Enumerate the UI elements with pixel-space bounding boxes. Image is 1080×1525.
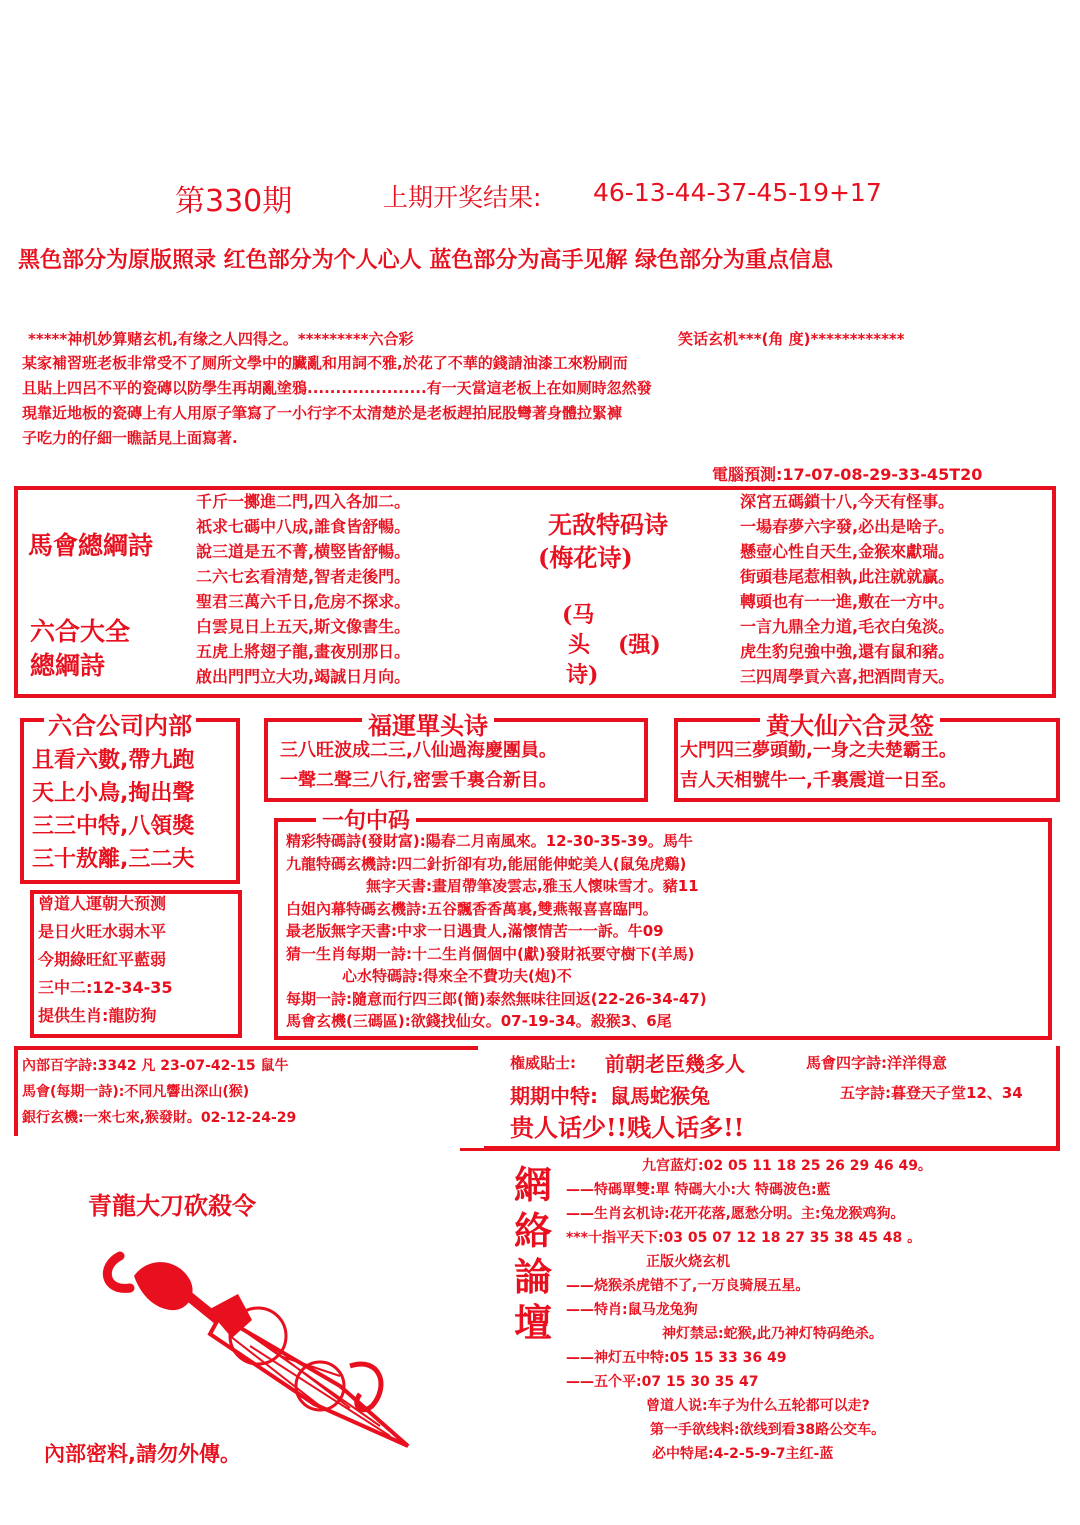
forum-vertical-title xyxy=(508,1162,558,1346)
poem-line: 二六七玄看清楚,智者走後門。 xyxy=(196,567,411,586)
zeng-title: 曾道人運朝大预测 xyxy=(38,894,167,913)
yiju-line: 猜一生肖每期一詩:十二生肖個個中(獻)發財祇要守樹下(羊馬) xyxy=(286,944,695,963)
fuyun-line: 三八旺波成二三,八仙過海慶團員。 xyxy=(280,740,557,761)
divider-line xyxy=(460,1148,1060,1151)
poem-left xyxy=(196,492,410,692)
liuhe-poem-label-1: 六合大全 xyxy=(30,617,131,646)
story-line: 現靠近地板的瓷磚上有人用原子筆寫了一小行字不太清楚於是老板趕拍屁股彎著身體拉緊褲 xyxy=(22,404,623,422)
poem-line: 懸壺心性自天生,金猴來獻瑞。 xyxy=(740,542,955,561)
inner-poem-line: 內部百字詩:3342 凡 23-07-42-15 鼠牛 xyxy=(22,1058,289,1074)
liuhe-line: 三十敖離,三二夫 xyxy=(32,847,195,872)
liuhe-company-lines xyxy=(32,748,194,880)
yiju-line: 無字天書:畫眉帶筆凌雲志,雅玉人懷味雪才。豬11 xyxy=(366,877,699,895)
forum-line: ——特肖:鼠马龙兔狗 xyxy=(566,1302,698,1318)
forum-line: ——烧猴杀虎错不了,一万良骑展五星。 xyxy=(566,1278,810,1294)
liuhe-line: 三三中特,八領獎 xyxy=(32,814,195,839)
poem-line: 說三道是五不菁,横竪皆舒暢。 xyxy=(196,542,411,561)
fuyun-title: 福運單头诗 xyxy=(362,706,494,741)
last-result-label: 上期开奖结果: xyxy=(383,183,542,212)
poem-line: 深宮五碼鎖十八,今天有怪事。 xyxy=(740,492,955,511)
forum-char: 絡 xyxy=(513,1209,552,1253)
poem-line: 轉頭也有一一進,敷在一方中。 xyxy=(740,592,955,611)
inner-poem-lines xyxy=(22,1058,296,1136)
forum-line: ——五个平:07 15 30 35 47 xyxy=(566,1374,759,1390)
story-title-left: *****神机妙算赌玄机,有缘之人四得之。*********六合彩 xyxy=(28,330,414,348)
every-period-label: 期期中特: xyxy=(510,1084,598,1108)
authority-tip-value: 前朝老臣幾多人 xyxy=(605,1052,745,1076)
story-line: 且貼上四呂不平的瓷磚以防學生再胡亂塗鴉.....................有一天當這老板上在如厕時忽然發 xyxy=(22,379,652,397)
poem-line: 一言九鼎全力道,毛衣白兔淡。 xyxy=(740,617,955,636)
color-legend: 黑色部分为原版照录 红色部分为个人心人 蓝色部分为高手见解 绿色部分为重点信息 xyxy=(18,248,833,273)
zeng-lines xyxy=(38,894,172,1034)
liuhe-poem-label-2: 總綱詩 xyxy=(30,651,106,680)
yiju-line: 馬會玄機(三碼區):欲錢找仙女。07-19-34。殺猴3、6尾 xyxy=(286,1012,672,1030)
yiju-line: 白姐內幕特碼玄機詩:五谷飄香香萬裏,雙燕報喜喜臨門。 xyxy=(286,899,658,918)
poem-line: 聖君三萬六千日,危房不探求。 xyxy=(196,592,411,611)
forum-line: ——生肖玄机诗:花开花落,愿愁分明。主:兔龙猴鸡狗。 xyxy=(566,1206,905,1222)
inner-poem-line: 馬會(每期一詩):不同凡響出深山(猴) xyxy=(22,1084,250,1100)
story-line: 子吃力的仔細一瞧話見上面寫著. xyxy=(22,429,238,447)
forum-line: 正版火烧玄机 xyxy=(646,1254,730,1270)
forum-line: ——神灯五中特:05 15 33 36 49 xyxy=(566,1350,787,1366)
computer-prediction: 電腦預測:17-07-08-29-33-45T20 xyxy=(712,465,983,484)
poem-line: 五虎上將翅子龍,畫夜別那日。 xyxy=(196,642,411,661)
forum-line: 曾道人说:车子为什么五轮都可以走? xyxy=(646,1398,870,1414)
huang-line: 吉人天相號牛一,千裏震道一日至。 xyxy=(680,770,957,791)
issue-number: 第330期 xyxy=(175,184,293,219)
fuyun-line: 一聲二聲三八行,密雲千裏合新目。 xyxy=(280,770,557,791)
five-word-poem: 五字詩:暮登天子堂12、34 xyxy=(840,1084,1023,1102)
mid-poem-ma: (马 xyxy=(562,602,595,628)
horse-four-word-poem: 馬會四字詩:洋洋得意 xyxy=(806,1054,947,1072)
zeng-line: 提供生肖:龍防狗 xyxy=(38,1006,157,1025)
forum-line: 第一手欲线料:欲线到看38路公交车。 xyxy=(650,1422,886,1438)
zeng-line: 今期綠旺紅平藍弱 xyxy=(38,950,167,969)
yiju-title: 一句中码 xyxy=(316,804,416,835)
dagger-icon xyxy=(90,1236,420,1456)
internal-notice: 內部密料,請勿外傳。 xyxy=(44,1442,241,1466)
yiju-line: 九龍特碼玄機詩:四二針折卻有功,能屈能伸蛇美人(鼠兔虎鷄) xyxy=(286,854,687,873)
inner-poem-line: 銀行玄機:一來七來,猴發財。02-12-24-29 xyxy=(22,1110,297,1126)
yiju-line: 心水特碼詩:得來全不費功夫(炮)不 xyxy=(342,967,572,985)
yiju-lines xyxy=(286,832,707,1035)
forum-lines xyxy=(566,1158,932,1470)
liuhe-line: 天上小鳥,掏出聲 xyxy=(32,781,195,806)
mid-poem-tou: 头 xyxy=(568,632,591,658)
poem-right xyxy=(740,492,954,692)
every-period-value: 鼠馬蛇猴兔 xyxy=(610,1084,710,1108)
forum-char: 論 xyxy=(513,1255,552,1299)
forum-line: ——特碼單雙:單 特碼大小:大 特碼波色:藍 xyxy=(566,1182,831,1198)
horse-poem-label: 馬會總綱詩 xyxy=(28,531,154,560)
yiju-line: 精彩特碼詩(發財富):陽春二月南風來。12-30-35-39。馬牛 xyxy=(286,832,693,850)
poem-line: 虎生豹兒強中強,還有鼠和豬。 xyxy=(740,642,955,661)
poem-line: 街頭巷尾惹相執,此注就就贏。 xyxy=(740,567,955,586)
zeng-line: 是日火旺水弱木平 xyxy=(38,922,167,941)
forum-char: 壇 xyxy=(513,1301,552,1345)
forum-line: 神灯禁忌:蛇猴,此乃神灯特码绝杀。 xyxy=(662,1326,883,1342)
last-result-value: 46-13-44-37-45-19+17 xyxy=(593,178,882,207)
huang-daxian-title: 黄大仙六合灵签 xyxy=(760,706,940,741)
story-text xyxy=(22,354,1062,447)
knife-title: 青龍大刀砍殺令 xyxy=(88,1192,256,1220)
poem-line: 一場春夢六字發,必出是啥子。 xyxy=(740,517,955,536)
huang-line: 大門四三夢頭勤,一身之夫楚霸王。 xyxy=(680,740,957,761)
poem-line: 祇求七碼中八成,誰食皆舒暢。 xyxy=(196,517,411,536)
yiju-line: 每期一詩:隨意而行四三郎(簡)泰然無味往回返(22-26-34-47) xyxy=(286,989,707,1008)
mid-poem-qiang: (强) xyxy=(618,632,661,658)
forum-line: 必中特尾:4-2-5-9-7主红-蓝 xyxy=(652,1446,834,1462)
poem-line: 千斤一擲進二門,四入各加二。 xyxy=(196,492,411,511)
forum-line: 九宫蓝灯:02 05 11 18 25 26 29 46 49。 xyxy=(642,1158,932,1174)
authority-tip-label: 権威貼士: xyxy=(510,1054,576,1072)
liuhe-line: 且看六數,帶九跑 xyxy=(32,748,195,773)
mid-poem-subtitle: (梅花诗) xyxy=(538,543,633,572)
fuyun-lines xyxy=(280,740,557,800)
zeng-line: 三中二:12-34-35 xyxy=(38,978,173,997)
forum-char: 網 xyxy=(513,1163,552,1207)
liuhe-company-title: 六合公司内部 xyxy=(44,706,196,741)
poem-line: 三四周學貢六喜,把酒問青天。 xyxy=(740,667,955,686)
poem-line: 白雲見日上五天,斯文像書生。 xyxy=(196,617,411,636)
forum-line: ***十指平天下:03 05 07 12 18 27 35 38 45 48 。 xyxy=(566,1230,922,1246)
yiju-line: 最老版無字天書:中求一日遇貴人,滿懷情苦一一訴。牛09 xyxy=(286,922,664,940)
noble-banner: 贵人话少!!贱人话多!! xyxy=(510,1113,745,1142)
story-title-right: 笑话玄机***(角 度)************ xyxy=(678,330,905,348)
mid-poem-shi: 诗) xyxy=(566,662,599,688)
poem-line: 啟出門門立大功,竭誠日月向。 xyxy=(196,667,411,686)
story-line: 某家補習班老板非常受不了厕所文學中的臟亂和用詞不雅,於花了不華的錢請油漆工來粉刷而 xyxy=(22,354,628,372)
huang-daxian-lines xyxy=(680,740,957,800)
mid-poem-title: 无敌特码诗 xyxy=(548,510,668,539)
